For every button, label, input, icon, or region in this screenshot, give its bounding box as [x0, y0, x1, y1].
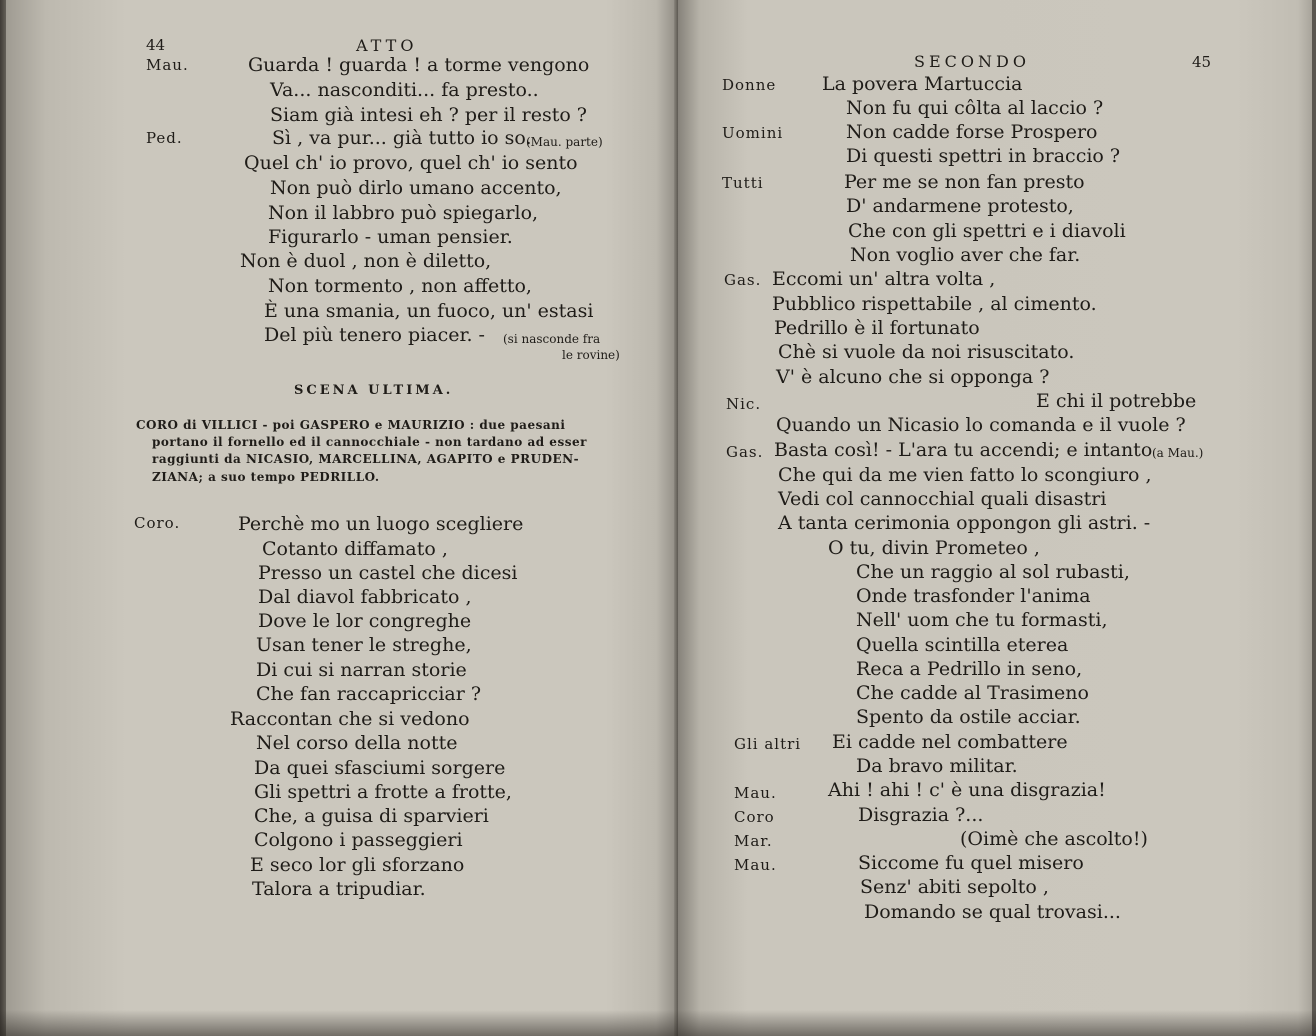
verse-line: O tu, divin Prometeo ,	[828, 537, 1040, 559]
right-page	[678, 0, 1312, 1036]
running-head: ATTO	[356, 36, 418, 55]
speaker-label: Mar.	[734, 832, 773, 850]
verse-line: Dal diavol fabbricato ,	[258, 586, 472, 608]
verse-line: Non fu qui côlta al laccio ?	[846, 97, 1104, 119]
verse-line: Dove le lor congreghe	[258, 610, 472, 632]
verse-line: Non il labbro può spiegarlo,	[268, 202, 539, 224]
stage-note: (Mau. parte)	[526, 135, 603, 149]
speaker-label: Gas.	[726, 443, 764, 461]
verse-line: Che con gli spettri e i diavoli	[848, 220, 1126, 242]
verse-line: Usan tener le streghe,	[256, 634, 472, 656]
verse-line: Chè si vuole da noi risuscitato.	[778, 341, 1075, 363]
verse-line: Non tormento , non affetto,	[268, 275, 532, 297]
verse-line: Pedrillo è il fortunato	[774, 317, 980, 339]
verse-line: Che un raggio al sol rubasti,	[856, 561, 1130, 583]
page-number: 44	[146, 36, 166, 54]
verse-line: Di cui si narran storie	[256, 659, 467, 681]
verse-line: Per me se non fan presto	[844, 171, 1085, 193]
verse-line: Presso un castel che dicesi	[258, 562, 518, 584]
verse-line: Gli spettri a frotte a frotte,	[254, 781, 512, 803]
verse-line: Di questi spettri in braccio ?	[846, 145, 1121, 167]
stage-note: (a Mau.)	[1152, 446, 1204, 460]
verse-line: D' andarmene protesto,	[846, 195, 1074, 217]
verse-line: Spento da ostile acciar.	[856, 706, 1081, 728]
verse-line: Non cadde forse Prospero	[846, 121, 1098, 143]
verse-line: Basta così! - L'ara tu accendi; e intanto	[774, 439, 1153, 461]
verse-line: Quando un Nicasio lo comanda e il vuole ?	[776, 414, 1186, 436]
stage-note: (si nasconde fra	[503, 332, 601, 346]
speaker-label: Gas.	[724, 271, 762, 289]
verse-line: La povera Martuccia	[822, 73, 1023, 95]
left-page	[6, 0, 678, 1036]
verse-line: Siccome fu quel misero	[858, 852, 1084, 874]
speaker-label: Tutti	[722, 174, 764, 192]
verse-line: Cotanto diffamato ,	[262, 538, 448, 560]
verse-line: Che cadde al Trasimeno	[856, 682, 1089, 704]
verse-line: Eccomi un' altra volta ,	[772, 268, 996, 290]
verse-line: E chi il potrebbe	[1036, 390, 1197, 412]
verse-line: Non può dirlo umano accento,	[270, 177, 562, 199]
verse-line: Figurarlo - uman pensier.	[268, 226, 513, 248]
verse-line: Pubblico rispettabile , al cimento.	[772, 293, 1097, 315]
verse-line: Nel corso della notte	[256, 732, 458, 754]
verse-line: Quella scintilla eterea	[856, 634, 1069, 656]
speaker-label: Mau.	[146, 56, 189, 74]
verse-line: Talora a tripudiar.	[252, 878, 426, 900]
verse-line: A tanta cerimonia oppongon gli astri. -	[778, 512, 1151, 534]
verse-line: Colgono i passeggieri	[254, 829, 463, 851]
speaker-label: Ped.	[146, 129, 183, 147]
speaker-label: Donne	[722, 76, 777, 94]
verse-line: E seco lor gli sforzano	[250, 854, 465, 876]
speaker-label: Gli altri	[734, 735, 802, 753]
page-number: 45	[1192, 53, 1212, 71]
verse-line: Vedi col cannocchial quali disastri	[778, 488, 1107, 510]
stage-direction-line: raggiunti da NICASIO, MARCELLINA, AGAPITO e PRUDEN-	[152, 452, 580, 466]
verse-line: Siam già intesi eh ? per il resto ?	[270, 104, 587, 126]
verse-line: Del più tenero piacer. -	[264, 324, 485, 346]
verse-line: V' è alcuno che si opponga ?	[776, 366, 1050, 388]
stage-direction-line: CORO di VILLICI - poi GASPERO e MAURIZIO : due paesani	[136, 418, 566, 432]
verse-line: È una smania, un fuoco, un' estasi	[264, 300, 594, 322]
speaker-label: Mau.	[734, 856, 777, 874]
running-head: SECONDO	[914, 52, 1030, 71]
verse-line: Guarda ! guarda ! a torme vengono	[248, 54, 590, 76]
stage-direction-line: ZIANA; a suo tempo PEDRILLO.	[152, 470, 380, 484]
verse-line: Va... nasconditi... fa presto..	[270, 79, 539, 101]
verse-line: Raccontan che si vedono	[230, 708, 470, 730]
stage-note: le rovine)	[562, 348, 620, 362]
verse-line: Ahi ! ahi ! c' è una disgrazia!	[828, 779, 1106, 801]
speaker-label: Coro	[734, 808, 775, 826]
verse-line: Reca a Pedrillo in seno,	[856, 658, 1083, 680]
verse-line: Sì , va pur... già tutto io so.	[272, 127, 532, 149]
verse-line: Onde trasfonder l'anima	[856, 585, 1091, 607]
speaker-label: Coro.	[134, 514, 181, 532]
verse-line: Non è duol , non è diletto,	[240, 250, 492, 272]
verse-line: Che qui da me vien fatto lo scongiuro ,	[778, 464, 1152, 486]
verse-line: Da quei sfasciumi sorgere	[254, 757, 506, 779]
verse-line: Che fan raccapricciar ?	[256, 683, 482, 705]
stage-direction-line: portano il fornello ed il cannocchiale - non tardano ad esser	[152, 435, 587, 449]
verse-line: Senz' abiti sepolto ,	[860, 876, 1049, 898]
verse-line: Non voglio aver che far.	[850, 244, 1081, 266]
page-stack-edge	[0, 1010, 1316, 1036]
speaker-label: Uomini	[722, 124, 784, 142]
verse-line: (Oimè che ascolto!)	[960, 828, 1148, 850]
verse-line: Domando se qual trovasi...	[864, 901, 1121, 923]
scene-title: SCENA ULTIMA.	[294, 383, 454, 398]
verse-line: Quel ch' io provo, quel ch' io sento	[244, 152, 578, 174]
verse-line: Che, a guisa di sparvieri	[254, 805, 489, 827]
verse-line: Nell' uom che tu formasti,	[856, 609, 1108, 631]
speaker-label: Mau.	[734, 784, 777, 802]
verse-line: Da bravo militar.	[856, 755, 1018, 777]
speaker-label: Nic.	[726, 395, 762, 413]
verse-line: Ei cadde nel combattere	[832, 731, 1068, 753]
verse-line: Disgrazia ?...	[858, 804, 984, 826]
verse-line: Perchè mo un luogo scegliere	[238, 513, 524, 535]
